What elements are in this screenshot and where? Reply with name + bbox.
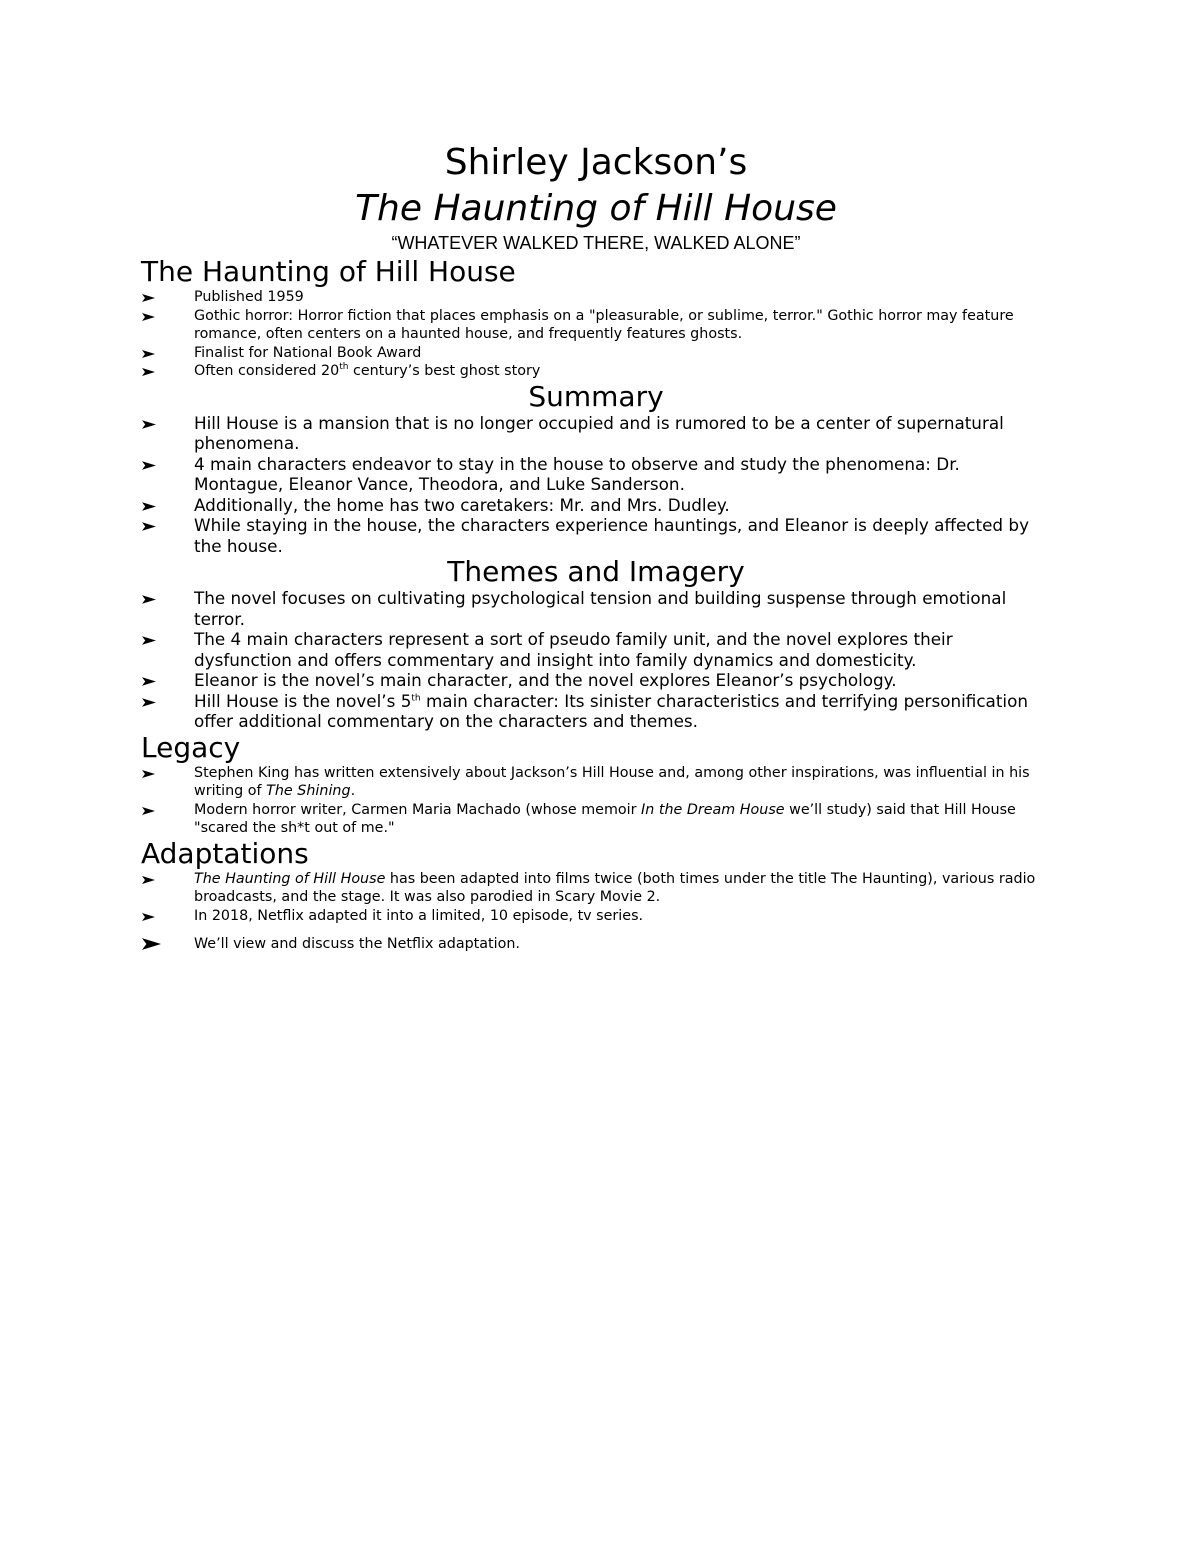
arrow-bullet-icon bbox=[142, 368, 155, 376]
list-item: The Haunting of Hill House has been adapted into films twice (both times under the title The Haunting), various radio broadcasts, and the stage. It was also parodied in Scary Movie 2. bbox=[141, 870, 1051, 907]
list-item: We’ll view and discuss the Netflix adaptation. bbox=[141, 935, 1051, 954]
document-body bbox=[141, 140, 1051, 954]
arrow-bullet-icon bbox=[142, 913, 155, 921]
themes-list bbox=[141, 588, 1051, 732]
list-item: The novel focuses on cultivating psychological tension and building suspense through emotional terror. bbox=[141, 588, 1051, 629]
tagline: “WHATEVER WALKED THERE, WALKED ALONE” bbox=[391, 233, 801, 253]
list-item: Often considered 20th century’s best ghost story bbox=[141, 362, 1051, 381]
summary-heading: Summary bbox=[528, 379, 664, 413]
arrow-bullet-icon bbox=[142, 350, 155, 358]
arrow-bullet-icon bbox=[142, 313, 155, 321]
summary-list bbox=[141, 413, 1051, 557]
list-item: Stephen King has written extensively about Jackson’s Hill House and, among other inspirations, was influential in his writing of The Shining. bbox=[141, 764, 1051, 801]
legacy-heading: Legacy bbox=[141, 730, 241, 764]
themes-heading: Themes and Imagery bbox=[447, 555, 745, 588]
list-item: The 4 main characters represent a sort of pseudo family unit, and the novel explores their dysfunction and offers commentary and insight into family dynamics and domesticity. bbox=[141, 629, 1051, 670]
overview-heading: The Haunting of Hill House bbox=[141, 255, 516, 288]
book-title: The Haunting of Hill House bbox=[355, 188, 837, 229]
list-spacer bbox=[141, 925, 1051, 935]
arrow-bullet-icon bbox=[142, 420, 156, 429]
list-item: Published 1959 bbox=[141, 288, 1051, 307]
list-item: Eleanor is the novel’s main character, and the novel explores Eleanor’s psychology. bbox=[141, 670, 1051, 691]
arrow-bullet-icon bbox=[142, 595, 156, 604]
arrow-bullet-icon bbox=[142, 876, 155, 884]
adaptations-list bbox=[141, 870, 1051, 954]
arrow-bullet-icon bbox=[142, 770, 155, 778]
list-item: 4 main characters endeavor to stay in the house to observe and study the phenomena: Dr. Montague, Eleanor Vance, Theodora, and Luke Sanderson. bbox=[141, 454, 1051, 495]
arrow-bullet-icon bbox=[142, 677, 156, 686]
adaptations-heading: Adaptations bbox=[141, 836, 309, 870]
author-line: Shirley Jackson’s bbox=[444, 142, 748, 183]
list-item: Finalist for National Book Award bbox=[141, 344, 1051, 363]
arrow-bullet-icon bbox=[142, 502, 156, 511]
list-item: Gothic horror: Horror fiction that places emphasis on a "pleasurable, or sublime, terror." Gothic horror may feature romance, often centers on a haunted house, and frequently features ghosts. bbox=[141, 307, 1051, 344]
list-item: Hill House is the novel’s 5th main character: Its sinister characteristics and terrifying personification offer additional commentary on the characters and themes. bbox=[141, 691, 1051, 732]
list-item: Hill House is a mansion that is no longer occupied and is rumored to be a center of supernatural phenomena. bbox=[141, 413, 1051, 454]
list-item: Additionally, the home has two caretakers: Mr. and Mrs. Dudley. bbox=[141, 495, 1051, 516]
arrow-bullet-icon bbox=[142, 294, 155, 302]
arrow-bullet-icon bbox=[142, 636, 156, 645]
overview-list bbox=[141, 288, 1051, 381]
arrow-bullet-icon bbox=[142, 522, 156, 531]
arrow-bullet-icon bbox=[142, 461, 156, 470]
list-item: Modern horror writer, Carmen Maria Machado (whose memoir In the Dream House we’ll study) said that Hill House "scared the sh*t out of me." bbox=[141, 801, 1051, 838]
legacy-list bbox=[141, 764, 1051, 838]
arrow-bullet-icon bbox=[142, 807, 155, 815]
list-item: In 2018, Netflix adapted it into a limited, 10 episode, tv series. bbox=[141, 907, 1051, 926]
arrow-bullet-icon bbox=[142, 938, 161, 950]
list-item: While staying in the house, the characters experience hauntings, and Eleanor is deeply affected by the house. bbox=[141, 515, 1051, 556]
arrow-bullet-icon bbox=[142, 698, 156, 707]
